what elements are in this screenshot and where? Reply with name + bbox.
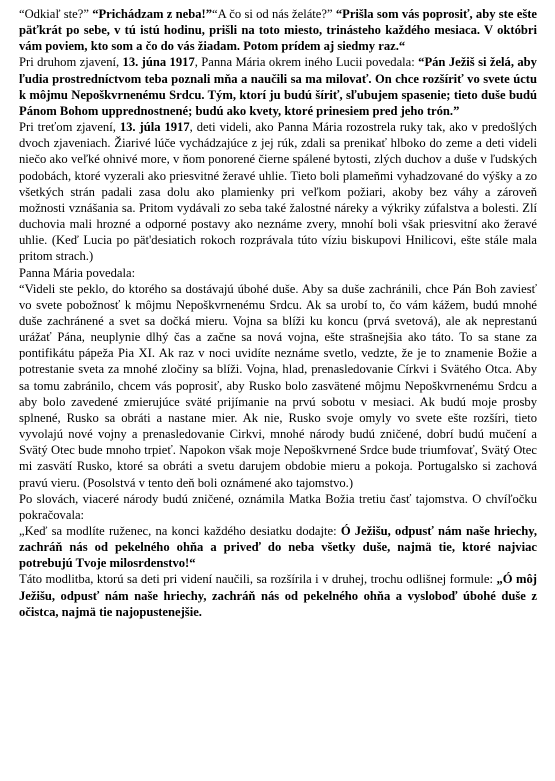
text-run-bold: “Prišla som vás poprosiť, aby ste ešte päťkrát po sebe, v tú istú hodinu, prišli na toto miesto, trinásteho každého mesiaca. V októbri vám poviem, kto som a čo do vás žiadam. Potom prídem aj siedmy raz.“ [19, 7, 537, 54]
text-run: “Videli ste peklo, do ktorého sa dostávajú úbohé duše. Aby sa duše zachránili, chce Pán Boh zaviesť vo svete pobožnosť k môjmu Nepoškvrnenému Srdcu. Ak sa urobí to, čo vám kážem, budú mnohé duše zachránené a svet sa dočká mieru. Vojna sa blíži ku koncu (prvá svetová), ale ak neprestanú urážať Pána, neuplynie dlhý čas a začne sa nová vojna, ešte strašnejšia ako táto. To sa stane za pontifikátu pápeža Pia XI. Ak raz v noci uvidíte neznáme svetlo, vedzte, že je to znamenie Božie a potrestanie sveta za mnohé zločiny sa blíži. Vojna, hlad, prenasledovanie Církvi i Svätého Otca. Aby sa tomu zabránilo, chcem vás poprosiť, aby Rusko bolo zasvätené môjmu Nepoškvrnenému Srdcu a aby bolo zavedené zmierujúce sväté prijímanie na prvú sobotu v mesiaci. Ak budú moje prosby splnené, Rusko sa obráti a nastane mier. Ak nie, Rusko svoje omyly vo svete ešte rozšíri, tieto vyvolajú nové vojny a prenasledovanie Cirkvi, mnohé národy budú zničené, dobrí budú mučení a Svätý Otec bude mnoho trpieť. Napokon však moje Nepoškvrnené Srdce bude triumfovať, Svätý Otec mi zasvätí Rusko, ktoré sa obráti a svetu darujem obdobie mieru a pokoja. Portugalsko si zachová pravú vieru. (Posolstvá v tento deň boli oznámené ako tajomstvo.) [19, 281, 537, 490]
text-run: , Panna Mária okrem iného Lucii povedala: [194, 55, 419, 70]
paragraph-first-apparition-dialogue [19, 6, 537, 54]
paragraph-prayer-variant [19, 571, 537, 619]
prayer-bold: „Ó môj Ježišu, odpusť nám naše hriechy, zachráň nás od pekelného ohňa a vysloboď úbohé duše z očistca, najmä tie najopustenejšie. [19, 572, 537, 619]
paragraph-rosary-prayer [19, 523, 537, 571]
paragraph-second-apparition [19, 54, 537, 119]
text-run: “Odkiaľ ste?” [19, 7, 93, 21]
date-bold: 13. júna 1917 [122, 55, 195, 70]
text-run: “A čo si od nás želáte?” [212, 7, 336, 21]
text-run: Pri treťom zjavení, [19, 120, 120, 135]
text-run: Táto modlitba, ktorú sa deti pri videní naučili, sa rozšírila i v druhej, trochu odlišnej formule: [19, 572, 497, 587]
text-run: Panna Mária povedala: [19, 265, 136, 280]
text-run: Pri druhom zjavení, [19, 55, 123, 70]
text-run: Po slovách, viaceré národy budú zničené, oznámila Matka Božia tretiu časť tajomstva. O chvíľočku pokračovala: [19, 491, 537, 522]
text-run-bold: “Pán Ježiš si želá, aby ľudia prostredníctvom teba poznali mňa a naučili sa ma milovať. On chce rozšíriť vo svete úctu k môjmu Nepoškvrnenému Srdcu. Tým, ktorí ju budú šíriť, sľubujem spasenie; tieto duše budú Pánom Bohom upprednostnené; budú ako kvety, ktoré prinesiem pred jeho trón.” [19, 55, 537, 118]
text-run: , deti videli, ako Panna Mária rozostrela ruky tak, ako v predošlých dvoch zjaveniach. Žiarivé lúče vychádzajúce z jej rúk, zdali sa prenikať hlboko do zeme a deti videli niečo ako veľké ohnivé more, v ňom ponorené čierne spálené bytosti, zlých duchov a duše v ľudských podobách, ktoré vyzerali ako priesvitné žeravé uhlie. Tieto boli plameňmi vyhadzované do výšky a zo všetkých strán padali zasa dolu ako plamienky pri veľkom požiari, akoby bez váhy a zároveň možnosti vznášania sa. Pritom vydávali zo seba také žalostné nárekу a výkriky zúfalstva a bolesti. Zlí duchovia mali hrozné a odporné postavy ako neznáme zvery, mnohí boli však priesvitní ako žeravé uhlie. (Keď Lucia po pät'desiatich rokoch rozprávala túto víziu biskupovi Hnilicovi, ešte stále mala pritom strach.) [19, 120, 537, 264]
paragraph-third-apparition [19, 119, 537, 264]
text-run-bold: “Prichádzam z neba!” [92, 7, 213, 21]
paragraph-message-hell-vision [19, 281, 537, 491]
paragraph-mary-said [19, 265, 537, 281]
text-run: „Keď sa modlíte ruženec, na konci každého desiatku dodajte: [19, 524, 341, 538]
paragraph-third-part-secret [19, 491, 537, 523]
date-bold: 13. júla 1917 [119, 120, 190, 135]
prayer-bold: Ó Ježišu, odpusť nám naše hriechy, zachráň nás od pekelného ohňa a priveď do neba všetky duše, najmä tie, ktoré najviac potrebujú Tvoje milosrdenstvo!“ [19, 524, 537, 571]
